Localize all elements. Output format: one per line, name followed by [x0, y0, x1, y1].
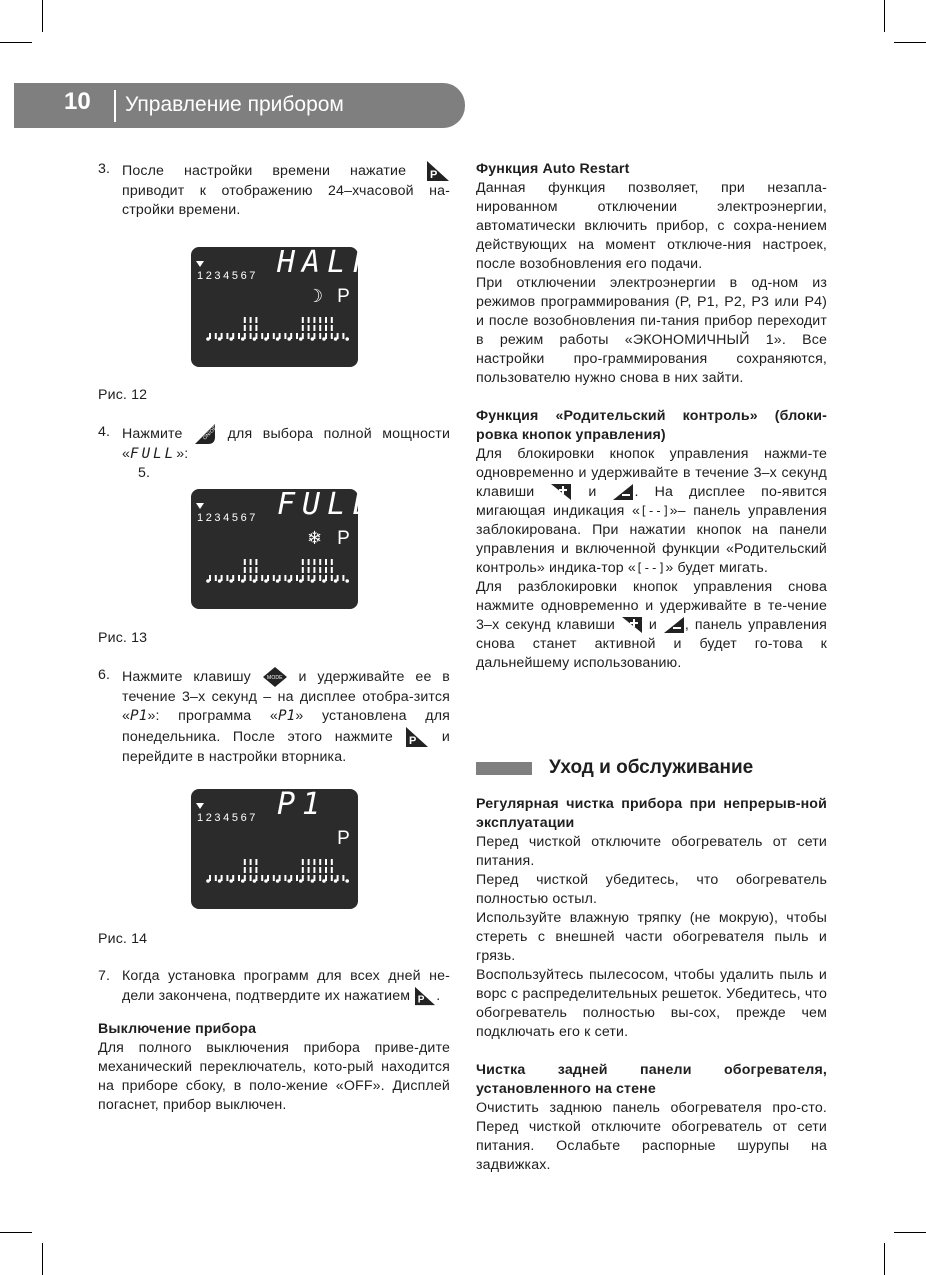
lcd-bar-segment [319, 325, 321, 331]
text: Для разблокировки кнопок управления снова нажмите одновременно и удерживайте в те-чение 3–х секунд клавиши [476, 579, 827, 633]
lcd-bar-segment [313, 867, 315, 873]
lcd-scale-dot [229, 337, 233, 341]
step-text: Нажмите [122, 425, 183, 442]
lcd-scale-dot [334, 879, 338, 883]
step-text: и перейдите в настройки вторника. [122, 728, 450, 765]
lcd-scale-dot [241, 337, 245, 341]
step-number: 5. [138, 465, 151, 481]
crop-mark [894, 42, 926, 43]
section-title: Уход и обслуживание [549, 757, 754, 778]
lcd-bar-segment [319, 867, 321, 873]
lcd-bar-segment [244, 559, 246, 565]
lcd-bar-segment [308, 317, 310, 323]
lcd-scale-dot [206, 337, 210, 341]
moon-icon: ☽ [307, 286, 324, 306]
paragraph: Для полного выключения прибора приве-дите механический переключатель, кото-рый находится на приборе сбоку, в поло-жение «OFF». Дисплей погаснет, прибор выключен. [98, 1040, 450, 1113]
p-button-icon [405, 726, 429, 748]
lcd-scale-dot [253, 879, 257, 883]
crop-mark [0, 1232, 32, 1233]
lcd-bar-segment [244, 325, 246, 331]
crop-mark [884, 1243, 885, 1275]
lcd-program-indicator: P [337, 528, 350, 549]
step-4 [98, 423, 450, 464]
onoff-button-icon [193, 423, 221, 445]
lcd-code: FULL [130, 446, 177, 462]
lcd-bar-segment [325, 567, 327, 573]
plus-button-icon [621, 616, 643, 634]
paragraph [476, 445, 827, 578]
lcd-scale-dot [241, 579, 245, 583]
lcd-bar-segment [250, 325, 252, 331]
lcd-bar-segment [302, 567, 304, 573]
lcd-readout: FULL [277, 487, 378, 522]
lcd-bar-segment [255, 317, 257, 323]
paragraph: При отключении электроэнергии в од-ном из режимов программирования (P, P1, P2, P3 или P4) и после возобновления пи-тания прибор переходит в режим работы «ЭКОНОМИЧНЫЙ 1». Все настройки про-граммирования сохраняются, пользователю нужно снова в них зайти. [476, 275, 827, 386]
step-text: Нажмите клавишу [122, 668, 251, 685]
page-title: Управление прибором [125, 93, 344, 116]
lcd-bar-segment [313, 567, 315, 573]
lcd-bar-segment [331, 867, 333, 873]
lcd-bar-segment [244, 317, 246, 323]
lcd-bar-segment [244, 867, 246, 873]
lcd-program-indicator: P [337, 286, 350, 307]
lcd-scale-dot [218, 337, 222, 341]
lcd-scale-dot [206, 579, 210, 583]
lcd-bar-segment [250, 859, 252, 865]
text: и [648, 617, 657, 633]
lcd-code: P1 [277, 708, 296, 724]
step-7 [98, 967, 450, 1006]
section-heading: Функция «Родительский контроль» (блоки-ровка кнопок управления) [476, 408, 827, 443]
lcd-display-fig12 [191, 245, 378, 367]
lcd-bar-segment [244, 567, 246, 573]
lcd-scale-dot [264, 579, 268, 583]
paragraph: Используйте влажную тряпку (не мокрую), чтобы стереть с внешней части обогревателя пыль и грязь. [476, 910, 827, 964]
lcd-bar-segment [255, 325, 257, 331]
text: » будет мигать. [665, 560, 769, 576]
lcd-scale-dot [218, 579, 222, 583]
lcd-bar-segment [308, 325, 310, 331]
lock-indicator-icon: [--] [640, 504, 670, 518]
lcd-scale-dot [276, 579, 280, 583]
right-column-lower [476, 795, 827, 1175]
paragraph: Очистить заднюю панель обогревателя про-сто. Перед чисткой отключите обогреватель от сети питания. Ослабьте распорные шурупы на задвижках. [476, 1100, 827, 1173]
step-number: 4. [98, 424, 111, 440]
lcd-bar-segment [302, 325, 304, 331]
lcd-hour-scale [204, 335, 352, 349]
p-button-icon [414, 986, 436, 1006]
lcd-bar-segment [255, 559, 257, 565]
lcd-bar-segment [308, 867, 310, 873]
lcd-bar-segment [331, 559, 333, 565]
svg-text:P: P [417, 994, 425, 1006]
lcd-scale-dot [345, 579, 349, 583]
lcd-scale-dot [206, 879, 210, 883]
mode-button-icon [262, 666, 288, 688]
section-heading: Функция Auto Restart [476, 161, 630, 177]
step-text: » установлена для понедельника. После этого нажмите [122, 708, 450, 745]
lcd-days: 1234567 [197, 512, 259, 524]
lcd-scale-dot [345, 879, 349, 883]
figure-caption: Рис. 13 [98, 630, 148, 646]
section-heading: Чистка задней панели обогревателя, установленного на стене [476, 1062, 827, 1097]
lcd-bar-segment [313, 859, 315, 865]
lcd-program-indicator: P [337, 828, 350, 849]
lcd-scale-dot [345, 337, 349, 341]
step-text: »: программа « [147, 708, 278, 724]
lcd-readout: P1 [277, 787, 328, 822]
step-text: для выбора полной мощности [227, 425, 451, 442]
lcd-scale-dot [334, 337, 338, 341]
lcd-days: 1234567 [197, 270, 259, 282]
lcd-bar-segment [325, 859, 327, 865]
step-3 [98, 160, 450, 220]
lcd-scale-dot [299, 879, 303, 883]
lcd-scale-dot [311, 879, 315, 883]
step-text: »: [176, 446, 189, 462]
lcd-bar-segment [313, 559, 315, 565]
lcd-bar-segment [308, 559, 310, 565]
lcd-scale-dot [322, 879, 326, 883]
lcd-bar-segment [325, 867, 327, 873]
lcd-scale-dot [311, 337, 315, 341]
lcd-scale-dot [276, 879, 280, 883]
crop-mark [894, 1232, 926, 1233]
step-text: и удерживайте ее в течение 3–х секунд – на дисплее отобра-зится « [122, 668, 450, 724]
text: »– панель управления заблокирована. При нажатии кнопок на панели управления и включенной функции «Родительский контроль» индика-тор « [476, 503, 827, 576]
step-text: . [436, 987, 441, 1004]
section-heading: Регулярная чистка прибора при непрерыв-ной эксплуатации [476, 796, 827, 831]
lcd-display-fig13 [191, 487, 378, 609]
lcd-bar-segment [331, 317, 333, 323]
lcd-scale-dot [287, 579, 291, 583]
lcd-bar-segment [319, 859, 321, 865]
lcd-scale-dot [276, 337, 280, 341]
lcd-bar-segment [319, 559, 321, 565]
lcd-hour-scale [204, 577, 352, 591]
lcd-scale-dot [322, 337, 326, 341]
step-number: 6. [98, 667, 111, 683]
plus-button-icon [550, 483, 572, 501]
lcd-bar-segment [325, 559, 327, 565]
lcd-bar-segment [250, 867, 252, 873]
text: Для блокировки кнопок управления нажми-те одновременно и удерживайте в течение 3–х секунд клавиши [476, 446, 827, 500]
lcd-bar-segment [302, 859, 304, 865]
crop-mark [884, 0, 885, 32]
lcd-bar-segment [244, 859, 246, 865]
text: и [588, 484, 597, 500]
lcd-display-fig14 [191, 789, 358, 909]
lcd-scale-dot [287, 879, 291, 883]
lcd-bar-segment [302, 867, 304, 873]
crop-mark [0, 42, 32, 43]
lcd-bar-segment [331, 567, 333, 573]
svg-text:ON/OFF: ON/OFF [202, 423, 221, 442]
text: . На дисплее по-явится мигающая индикация « [476, 484, 828, 519]
step-text: приводит к отображению 24–хчасовой на-стройки времени. [122, 183, 450, 218]
lcd-bar-segment [313, 325, 315, 331]
lcd-scale-dot [264, 879, 268, 883]
lcd-scale-dot [253, 579, 257, 583]
minus-button-icon [612, 483, 634, 501]
lcd-bar-segment [319, 567, 321, 573]
lcd-scale-dot [253, 337, 257, 341]
step-text: После настройки времени нажатие [122, 162, 407, 179]
paragraph: Данная функция позволяет, при незапла-нированном отключении электроэнергии, автоматически включить прибор, с сохра-нением действующих на момент отключе-ния настроек, после возобновления его подачи. [476, 180, 827, 272]
lcd-code: P1 [130, 708, 148, 724]
figure-caption: Рис. 14 [98, 931, 148, 947]
svg-text:P: P [430, 169, 438, 181]
lcd-bar-segment [325, 325, 327, 331]
lcd-scale-dot [322, 579, 326, 583]
paragraph: Перед чисткой отключите обогреватель от сети питания. [476, 834, 827, 869]
step-number: 3. [98, 161, 111, 177]
step-text: Когда установка программ для всех дней не-дели закончена, подтвердите их нажатием [122, 968, 450, 1004]
text: , панель управления снова станет активной и будет го-това к дальнейшему использованию. [476, 617, 828, 671]
section-bar [476, 762, 532, 775]
paragraph: Воспользуйтесь пылесосом, чтобы удалить пыль и ворс с распределительных решеток. Убедитесь, что обогреватель полностью вы-сох, прежде чем подключать его к сети. [476, 967, 827, 1040]
lcd-hour-scale [204, 877, 352, 891]
crop-mark [42, 0, 43, 32]
lcd-scale-dot [241, 879, 245, 883]
lcd-bar-segment [255, 859, 257, 865]
lcd-bar-segment [255, 567, 257, 573]
left-column [98, 160, 450, 1115]
lcd-bar-segment [308, 567, 310, 573]
figure-caption: Рис. 12 [98, 387, 148, 403]
minus-button-icon [663, 616, 685, 634]
paragraph: Перед чисткой убедитесь, что обогреватель полностью остыл. [476, 872, 827, 907]
lcd-bar-segment [331, 859, 333, 865]
lcd-bar-segment [250, 559, 252, 565]
step-6 [98, 666, 450, 767]
snowflake-icon: ❄ [307, 528, 323, 548]
lcd-bar-segment [319, 317, 321, 323]
page-number: 10 [64, 88, 91, 115]
lcd-scale-dot [299, 579, 303, 583]
lock-indicator-icon: [--] [635, 561, 666, 575]
lcd-scale-dot [287, 337, 291, 341]
right-column [476, 160, 827, 673]
lcd-scale-dot [334, 579, 338, 583]
lcd-scale-dot [311, 579, 315, 583]
lcd-bar-segment [325, 317, 327, 323]
paragraph [476, 578, 827, 673]
lcd-bar-segment [302, 559, 304, 565]
lcd-scale-dot [229, 879, 233, 883]
step-number: 7. [98, 968, 111, 984]
svg-text:P: P [409, 735, 417, 747]
section-heading: Выключение прибора [98, 1021, 257, 1037]
lcd-bar-segment [255, 867, 257, 873]
header-divider [114, 90, 116, 122]
lcd-scale-dot [264, 337, 268, 341]
lcd-readout: HALF [277, 245, 378, 280]
crop-mark [42, 1243, 43, 1275]
step-text: « [122, 446, 131, 462]
lcd-bar-segment [250, 567, 252, 573]
svg-text:MODE: MODE [266, 675, 283, 681]
lcd-bar-segment [331, 325, 333, 331]
lcd-days: 1234567 [197, 812, 259, 824]
lcd-scale-dot [229, 579, 233, 583]
lcd-bar-segment [250, 317, 252, 323]
lcd-scale-dot [299, 337, 303, 341]
lcd-scale-dot [218, 879, 222, 883]
p-button-icon [426, 160, 450, 182]
lcd-bar-segment [308, 859, 310, 865]
lcd-bar-segment [313, 317, 315, 323]
lcd-bar-segment [302, 317, 304, 323]
